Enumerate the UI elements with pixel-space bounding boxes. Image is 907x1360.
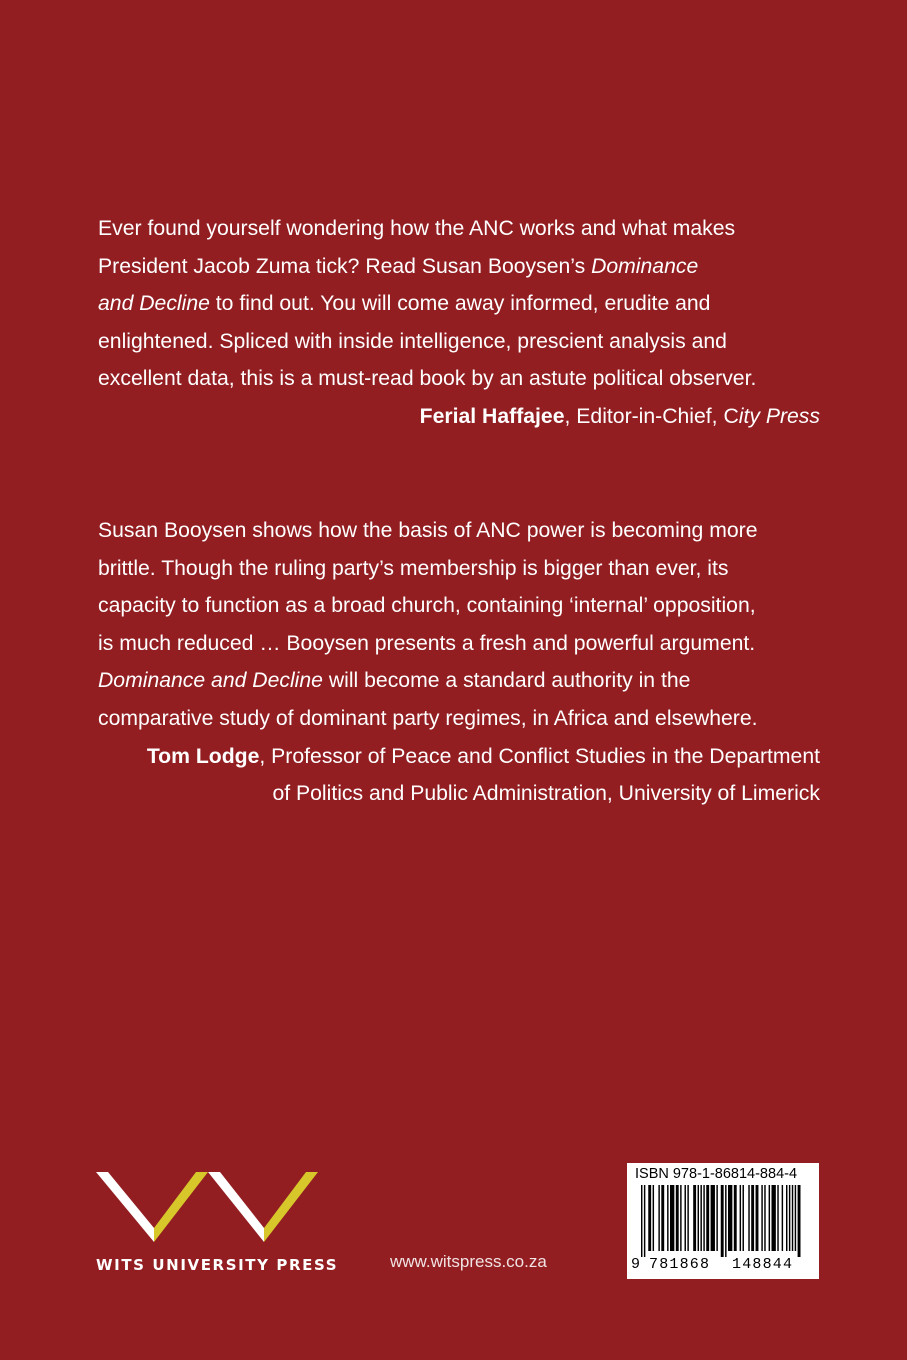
attribution-name: Ferial Haffajee	[419, 404, 565, 428]
barcode-bar	[725, 1185, 726, 1257]
barcode-bar	[676, 1185, 679, 1251]
quote-2-line-5: Dominance and Decline will become a standard authority in the	[98, 669, 691, 693]
barcode-digit-group-1: 781868	[649, 1256, 711, 1273]
barcode-bar	[716, 1185, 717, 1251]
barcode-bar	[740, 1185, 741, 1251]
barcode-bar	[798, 1185, 801, 1257]
endorsement-quote-2	[98, 512, 820, 813]
barcode-bar	[764, 1185, 765, 1251]
barcode-bar	[693, 1185, 696, 1251]
barcode-bar	[711, 1185, 715, 1251]
barcode-bar	[782, 1185, 783, 1251]
barcode-bars-icon	[635, 1185, 811, 1257]
barcode-bar	[670, 1185, 674, 1251]
quote-2-line-6: comparative study of dominant party regimes, in Africa and elsewhere.	[98, 706, 758, 730]
barcode-bar	[792, 1185, 793, 1251]
barcode-bar	[687, 1185, 688, 1251]
barcode-bar	[721, 1185, 724, 1257]
quote-2-attribution-line-1: Tom Lodge, Professor of Peace and Conflict Studies in the Department	[146, 744, 820, 768]
barcode-bar	[641, 1185, 642, 1257]
barcode-bar	[795, 1185, 796, 1251]
barcode-bar	[786, 1185, 787, 1251]
barcode-bar	[761, 1185, 762, 1251]
quote-1-line-4: enlightened. Spliced with inside intelligence, prescient analysis and	[98, 329, 727, 353]
isbn-barcode	[627, 1163, 819, 1279]
barcode-bar	[756, 1185, 759, 1251]
barcode-bar	[661, 1185, 664, 1251]
barcode-bar	[789, 1185, 790, 1251]
barcode-bar	[728, 1185, 732, 1251]
barcode-bar	[777, 1185, 778, 1251]
barcode-bar	[653, 1185, 654, 1251]
quote-1-line-1: Ever found yourself wondering how the ANC works and what makes	[98, 217, 736, 240]
barcode-bar	[648, 1185, 651, 1251]
barcode-bar	[751, 1185, 754, 1251]
quote-2-line-4: is much reduced … Booysen presents a fresh and powerful argument.	[98, 631, 756, 655]
barcode-bar	[685, 1185, 686, 1251]
attribution-name: Tom Lodge	[146, 744, 260, 768]
barcode-bar	[680, 1185, 681, 1251]
wits-logo-icon	[96, 1172, 318, 1242]
barcode-bar	[703, 1185, 704, 1251]
barcode-bar	[667, 1185, 668, 1251]
barcode-bar	[706, 1185, 709, 1251]
quote-1-line-3: and Decline to find out. You will come away informed, erudite and	[98, 292, 711, 316]
barcode-bar	[734, 1185, 737, 1251]
quote-2-line-1: Susan Booysen shows how the basis of ANC power is becoming more	[98, 519, 758, 542]
quote-2-line-3: capacity to function as a broad church, containing ‘internal’ opposition,	[98, 594, 756, 618]
publisher-name: WITS UNIVERSITY PRESS	[96, 1256, 339, 1274]
barcode-bar	[658, 1185, 659, 1251]
barcode-digit-lead: 9	[631, 1256, 641, 1273]
barcode-bar	[769, 1185, 770, 1251]
book-title-italic: Dominance	[591, 254, 699, 278]
quote-2-line-2: brittle. Though the ruling party’s membership is bigger than ever, its	[98, 556, 729, 580]
barcode-bar	[698, 1185, 699, 1251]
barcode-digit-group-2: 148844	[732, 1256, 794, 1273]
barcode-bar	[700, 1185, 701, 1251]
barcode-bar	[748, 1185, 749, 1251]
quote-2-attribution-line-2: of Politics and Public Administration, University of Limerick	[272, 782, 820, 806]
barcode-bar	[743, 1185, 744, 1251]
barcode-bar	[644, 1185, 645, 1257]
quote-1-attribution: Ferial Haffajee, Editor-in-Chief, City Press	[419, 404, 820, 428]
quote-1-line-5: excellent data, this is a must-read book by an astute political observer.	[98, 367, 757, 391]
book-title-italic: and Decline	[98, 292, 210, 316]
quote-1-line-2: President Jacob Zuma tick? Read Susan Booysen’s Dominance	[98, 254, 699, 278]
isbn-label: ISBN 978-1-86814-884-4	[635, 1166, 798, 1182]
barcode-bar	[772, 1185, 776, 1251]
publisher-website: www.witspress.co.za	[390, 1252, 547, 1271]
book-title-italic: Dominance and Decline	[98, 669, 323, 693]
endorsement-quote-1	[98, 210, 820, 436]
